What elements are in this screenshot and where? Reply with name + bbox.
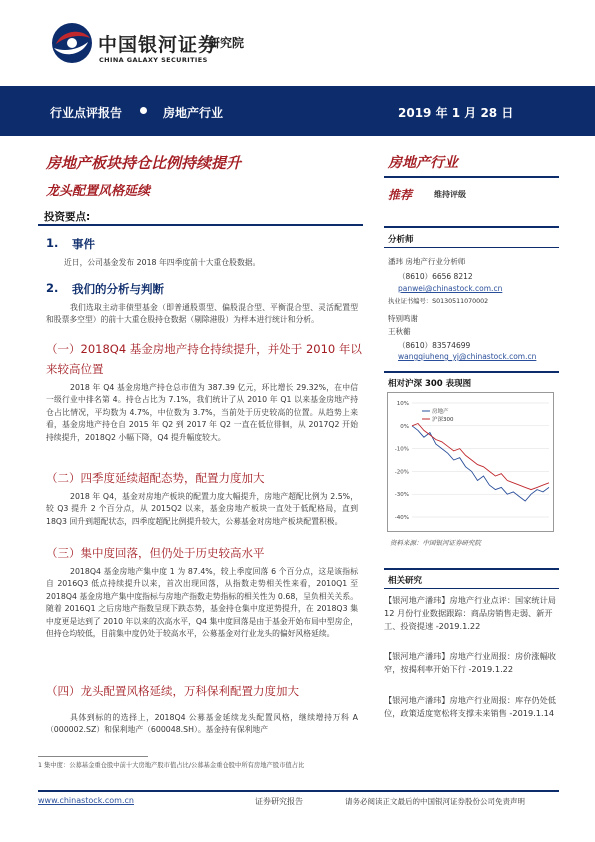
- subsection-text: 2018 年 Q4 基金房地产持仓总市值为 387.39 亿元，环比增长 29.32%，在中信一级行业中排名第 4。持仓占比为 7.1%，我们统计了从 2010 年 Q1 以来基金房地产持仓占比情况，平均数为 4.7%，中位数为 3.7%，当前处于历史较高的位置。从趋势上来看，基金房地产持仓自 2015 年 Q2 到 2017 年 Q2 一直在低位徘徊，从 2017Q2 开始持续提升，2018Q2 小幅下降，Q4 提升幅度较大。: [46, 383, 358, 442]
- analyst-name: 王秋蘅: [388, 327, 411, 336]
- section-number: 2.: [46, 281, 59, 295]
- chart-y-tick-label: 0%: [400, 423, 409, 430]
- chart-y-tick-label: 10%: [396, 401, 409, 407]
- divider: [384, 588, 559, 589]
- email-link[interactable]: wangqiuheng_yj@chinastock.com.cn: [398, 352, 537, 361]
- subsection-title: （二）四季度延续超配态势，配置力度加大: [46, 471, 265, 485]
- section-intro: 我们选取主动非债型基金（即普通股票型、偏股混合型、平衡混合型、灵活配置型和股票多空型）的前十大重仓股持仓数据（剔除港股）为样本进行统计和分析。: [46, 303, 358, 325]
- subsection-text: 2018Q4 基金房地产集中度 1 为 87.4%，较上季度回落 6 个百分点，这是该指标自 2016Q3 低点持续提升以来，首次出现回落，从指数走势相关性来看，2010Q1 至 2018Q4 基金房地产集中度指标与房地产指数走势指标的相关性为 0.68，呈负相关关系。随着 2016Q1 之后房地产指数呈现下跌态势，基金持仓集中度逆势提升，在 2018Q3 集中度更是达到了 2010 年以来的次高水平，Q4 集中度回落是由于基金开始布局中型房企，但持仓均较低，目前集中度仍处于较高水平，公募基金对行业龙头的偏好风格延续。: [46, 567, 358, 639]
- divider: [384, 371, 559, 373]
- footnote: 1 集中度：公募基金重仓股中前十大房地产股市值占比/公募基金重仓股中所有房地产股市值占比: [38, 762, 305, 769]
- chart-source: 资料来源：中国银河证券研究院: [390, 539, 481, 547]
- divider: [384, 568, 559, 570]
- company-name-en: CHINA GALAXY SECURITIES: [99, 56, 208, 64]
- footer-report-label: 证券研究报告: [255, 797, 303, 806]
- disclaimer-notice: 请务必阅读正文最后的中国银河证券股份公司免责声明: [345, 797, 525, 806]
- contact-label: 特别鸣谢: [388, 314, 418, 323]
- sidebar-industry: 房地产行业: [388, 155, 458, 171]
- chart-y-tick-label: -40%: [394, 515, 409, 521]
- related-label: 相关研究: [388, 576, 423, 586]
- galaxy-logo-icon: [48, 20, 96, 66]
- related-report-link[interactable]: 【银河地产潘玮】房地产行业周报：房价涨幅收窄，按揭利率开始下行 -2019.1.22: [384, 651, 556, 675]
- chart-y-tick-label: -10%: [394, 446, 409, 453]
- analyst-label: 分析师: [388, 235, 414, 245]
- page-title: 房地产板块持仓比例持续提升: [46, 154, 242, 172]
- analyst-name: 潘玮 房地产行业分析师: [388, 257, 466, 266]
- report-type: 行业点评报告: [50, 106, 123, 120]
- institute-label: 研究院: [208, 36, 245, 50]
- subsection-title: （四）龙头配置风格延续，万科保利配置力度加大: [46, 684, 299, 698]
- chart-y-tick-label: -20%: [394, 469, 409, 476]
- related-report-link[interactable]: 【银河地产潘玮】房地产行业点评：国家统计局 12 月份行业数据跟踪：商品房销售走弱、新开工、投资提速 -2019.1.22: [384, 595, 556, 632]
- divider: [384, 176, 559, 178]
- section-title: 我们的分析与判断: [72, 282, 164, 296]
- relative-performance-chart: [387, 392, 554, 532]
- divider: [384, 247, 559, 248]
- analyst-email[interactable]: [398, 284, 502, 293]
- analyst-phone: （8610）6656 8212: [398, 272, 473, 281]
- chart-legend-label: 房地产: [432, 409, 449, 415]
- analyst-phone: （8610）83574699: [398, 341, 471, 350]
- banner-industry: 房地产行业: [163, 106, 224, 120]
- chart-series-line: [412, 424, 549, 490]
- section-title: 事件: [72, 237, 95, 251]
- section-text: 近日，公司基金发布 2018 年四季度前十大重仓股数据。: [64, 258, 261, 267]
- chart-legend-label: 沪深300: [432, 417, 454, 423]
- footer-divider: [38, 790, 559, 792]
- subsection-text: 2018 年 Q4，基金对房地产板块的配置力度大幅提升，房地产超配比例为 2.5%，较 Q3 提升 2 个百分点，从 2015Q2 以来，基金房地产板块一直处于低配格局，直到 18Q3 回升到超配状态，四季度超配比例提升较大，公募基金对房地产板块配置积极。: [46, 492, 358, 526]
- subsection-text: 具体到标的的选择上，2018Q4 公募基金延续龙头配置风格，继续增持万科 A（000002.SZ）和保利地产（600048.SH）。基金持有保利地产: [46, 713, 358, 735]
- divider: [384, 226, 559, 228]
- analyst-cert: 执业证书编号：S0130511070002: [388, 298, 489, 305]
- divider: [38, 224, 363, 226]
- rating-note: 维持评级: [434, 190, 466, 199]
- page-subtitle: 龙头配置风格延续: [46, 184, 151, 199]
- section-number: 1.: [46, 236, 59, 250]
- email-link[interactable]: panwei@chinastock.com.cn: [398, 284, 503, 293]
- chart-y-tick-label: -30%: [394, 492, 409, 499]
- bullet-icon: [140, 107, 147, 114]
- footnote-divider: [38, 756, 148, 757]
- subsection-title: （三）集中度回落，但仍处于历史较高水平: [46, 546, 265, 560]
- website-link[interactable]: www.chinastock.com.cn: [38, 796, 134, 805]
- investment-points-label: 投资要点:: [44, 211, 91, 223]
- report-date: 2019 年 1 月 28 日: [398, 106, 514, 120]
- analyst-email[interactable]: [398, 352, 536, 361]
- subsection-title: （一）2018Q4 基金房地产持仓持续提升，并处于 2010 年以来较高位置: [46, 342, 362, 376]
- rating: 推荐: [388, 188, 413, 202]
- chart-svg: [388, 393, 555, 533]
- related-report-link[interactable]: 【银河地产潘玮】房地产行业周报：库存仍处低位，政策适度宽松将支撑未来销售 -2019.1.14: [384, 695, 556, 719]
- company-name-cn: 中国银河证券: [98, 34, 219, 56]
- chart-title: 相对沪深 300 表现图: [388, 379, 472, 389]
